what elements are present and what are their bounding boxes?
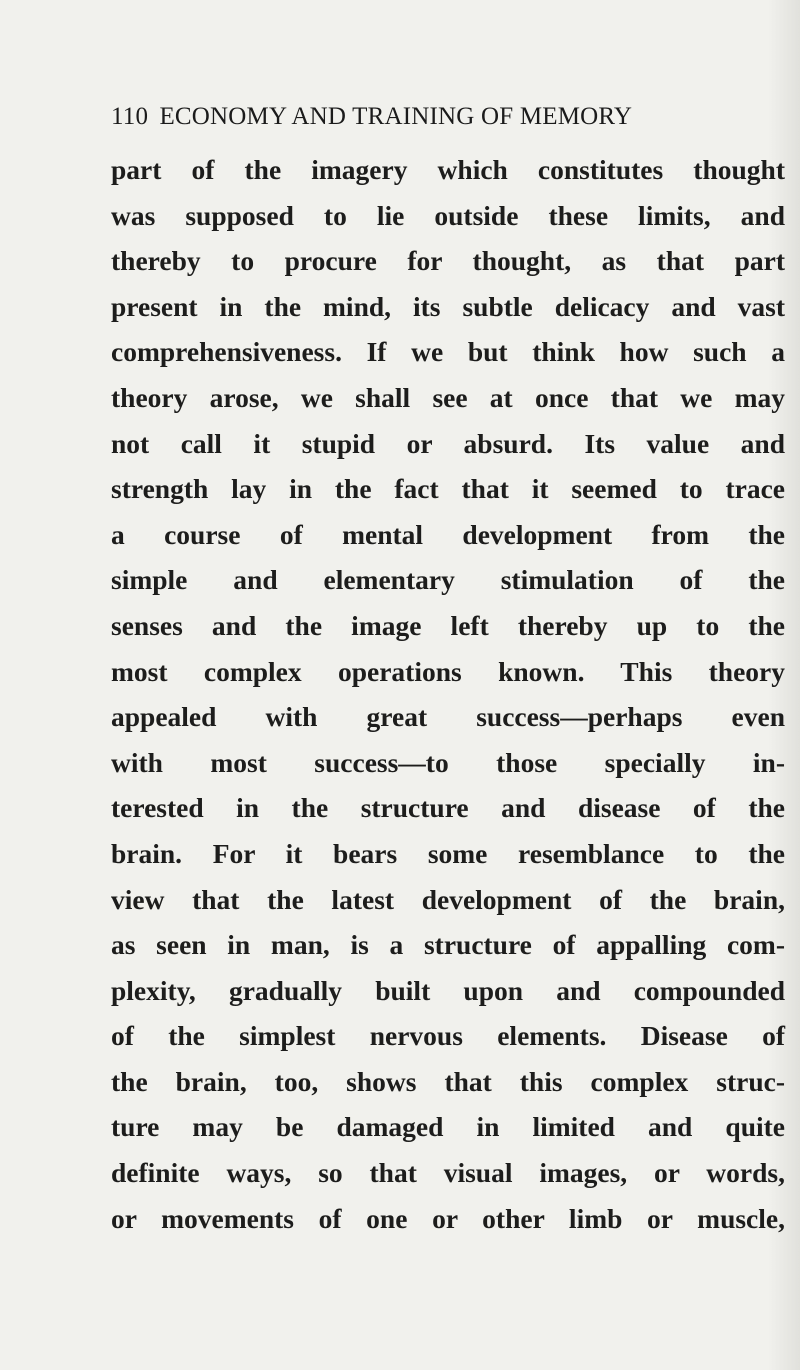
text-line-16: brain. For it bears some resemblance to the: [111, 837, 785, 869]
text-line-03: thereby to procure for thought, as that part: [111, 245, 785, 277]
text-line-20: of the simplest nervous elements. Disease of: [111, 1020, 785, 1052]
chapter-title: ECONOMY AND TRAINING OF MEMORY: [159, 103, 633, 130]
text-line-14: with most success—to those specially in-: [111, 746, 785, 778]
running-head: [111, 100, 731, 134]
text-line-04: present in the mind, its subtle delicacy and vast: [111, 290, 785, 322]
text-line-11: senses and the image left thereby up to the: [111, 609, 785, 641]
text-line-10: simple and elementary stimulation of the: [111, 564, 785, 596]
page-body-text: [111, 147, 785, 1241]
text-line-08: strength lay in the fact that it seemed to trace: [111, 473, 785, 505]
text-line-07: not call it stupid or absurd. Its value and: [111, 427, 785, 459]
page-number: 110: [111, 103, 149, 130]
text-line-17: view that the latest development of the brain,: [111, 883, 785, 915]
text-line-13: appealed with great success—perhaps even: [111, 701, 785, 733]
text-line-05: comprehensiveness. If we but think how such a: [111, 336, 785, 368]
text-line-06: theory arose, we shall see at once that we may: [111, 381, 785, 413]
text-line-12: most complex operations known. This theory: [111, 655, 785, 687]
text-line-23: definite ways, so that visual images, or words,: [111, 1157, 785, 1189]
text-line-18: as seen in man, is a structure of appalling com-: [111, 929, 785, 961]
text-line-02: was supposed to lie outside these limits, and: [111, 199, 785, 231]
text-line-22: ture may be damaged in limited and quite: [111, 1111, 785, 1143]
text-line-21: the brain, too, shows that this complex struc-: [111, 1065, 785, 1097]
text-line-09: a course of mental development from the: [111, 518, 785, 550]
text-line-01: part of the imagery which constitutes thought: [111, 154, 785, 185]
text-line-24: or movements of one or other limb or muscle,: [111, 1202, 785, 1234]
text-line-19: plexity, gradually built upon and compounded: [111, 974, 785, 1006]
text-line-15: terested in the structure and disease of the: [111, 792, 785, 824]
